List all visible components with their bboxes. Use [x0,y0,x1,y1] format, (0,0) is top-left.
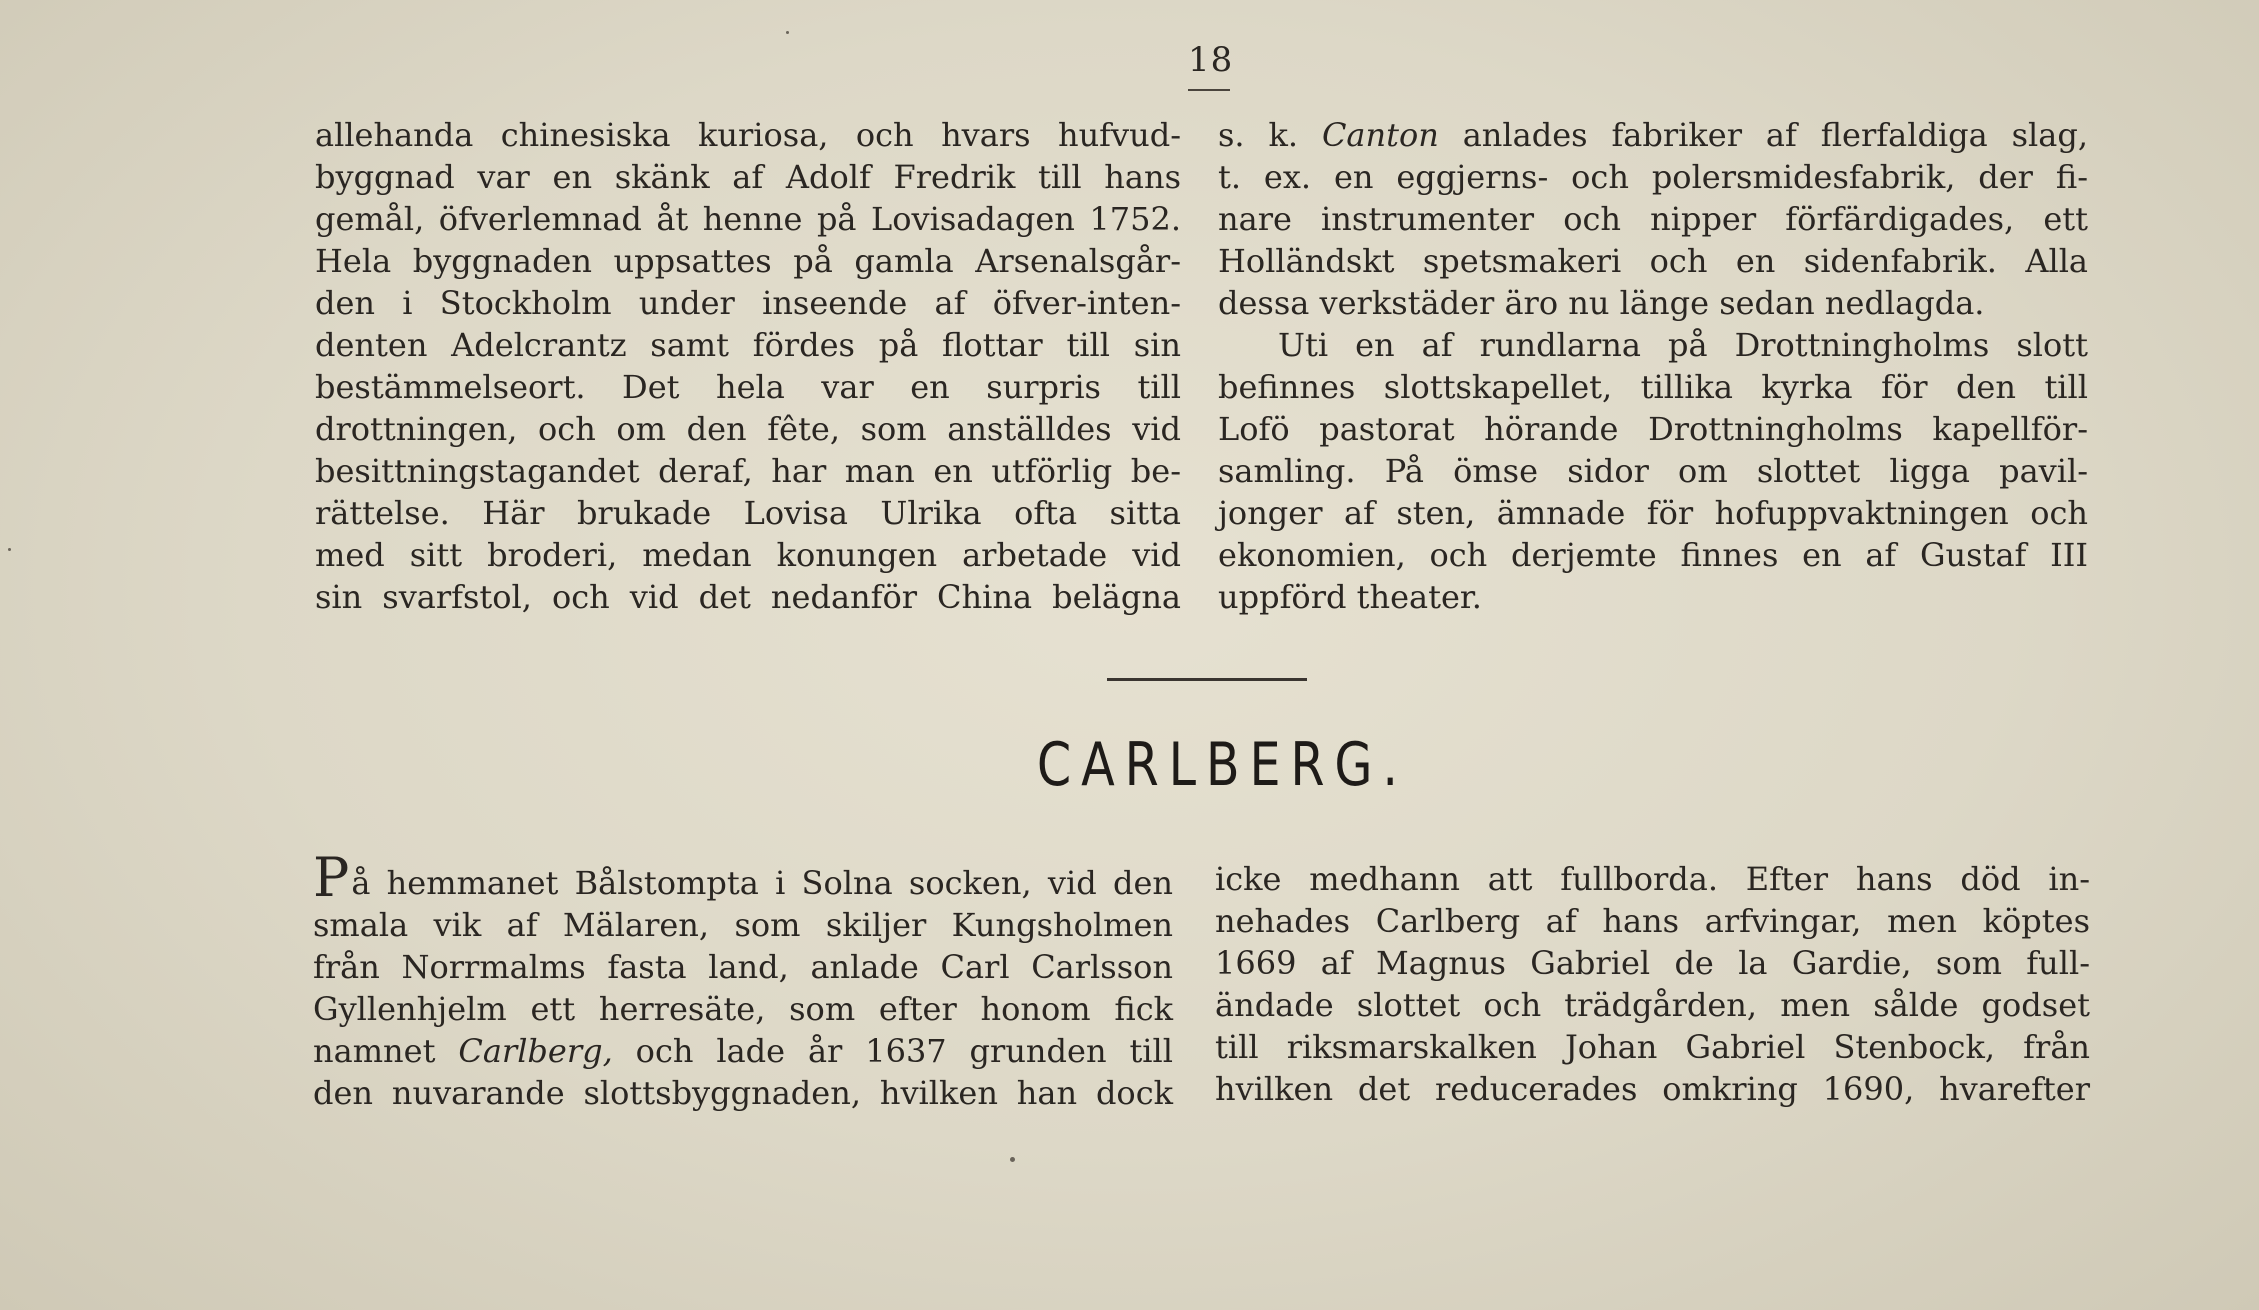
text-line: jonger af sten, ämnade för hofuppvaktningen och [1218,494,2088,532]
text-line: hvilken det reducerades omkring 1690, hvarefter [1215,1070,2090,1108]
text-line: nare instrumenter och nipper förfärdigades, ett [1218,200,2088,238]
section-divider [1107,678,1307,681]
text-line: den i Stockholm under inseende af öfver-inten- [315,284,1181,322]
text-line [313,1030,1173,1072]
text-fragment: namnet [313,1032,459,1070]
text-line: bestämmelseort. Det hela var en surpris till [315,368,1181,406]
paper-speck [8,548,11,551]
text-line: allehanda chinesiska kuriosa, och hvars hufvud- [315,116,1181,154]
text-line: smala vik af Mälaren, som skiljer Kungsholmen [313,906,1173,944]
text-line: Lofö pastorat hörande Drottningholms kapellför- [1218,410,2088,448]
text-line: med sitt broderi, medan konungen arbetade vid [315,536,1181,574]
text-line: uppförd theater. [1218,578,1482,616]
italic-word: Carlberg, [458,1032,613,1070]
drop-cap: P [313,846,350,909]
text-line: Holländskt spetsmakeri och en sidenfabrik. Alla [1218,242,2088,280]
text-fragment: s. k. [1218,116,1322,154]
text-line: den nuvarande slottsbyggnaden, hvilken han dock [313,1074,1173,1112]
text-line: befinnes slottskapellet, tillika kyrka för den till [1218,368,2088,406]
text-line: gemål, öfverlemnad åt henne på Lovisadagen 1752. [315,200,1181,238]
text-fragment: å hemmanet Bålstompta i Solna socken, vid den [351,864,1173,902]
text-line: icke medhann att fullborda. Efter hans död in- [1215,860,2090,898]
top-left-column [315,114,1181,618]
text-line: nehades Carlberg af hans arfvingar, men köptes [1215,902,2090,940]
text-line: ekonomien, och derjemte finnes en af Gustaf III [1218,536,2088,574]
text-line [313,846,1173,909]
text-line: Gyllenhjelm ett herresäte, som efter honom fick [313,990,1173,1028]
text-line: dessa verkstäder äro nu länge sedan nedlagda. [1218,284,1985,322]
page-number: 18 [1188,40,1234,80]
text-line [1218,114,2088,156]
section-heading: CARLBERG. [1036,730,1408,800]
text-line: samling. På ömse sidor om slottet ligga pavil- [1218,452,2088,490]
text-fragment: anlades fabriker af flerfaldiga slag, [1438,116,2089,154]
bottom-left-column [313,846,1174,1114]
page-number-rule [1188,89,1230,91]
text-line: besittningstagandet deraf, har man en utförlig be- [315,452,1181,490]
text-line: Hela byggnaden uppsattes på gamla Arsenalsgår- [315,242,1181,280]
text-line: drottningen, och om den fête, som anställdes vid [315,410,1181,448]
text-line: rättelse. Här brukade Lovisa Ulrika ofta sitta [315,494,1181,532]
text-fragment: och lade år 1637 grunden till [612,1032,1174,1070]
text-line: 1669 af Magnus Gabriel de la Gardie, som full- [1215,944,2090,982]
top-right-column [1218,114,2088,618]
text-line: från Norrmalms fasta land, anlade Carl Carlsson [313,948,1173,986]
text-line: ändade slottet och trädgården, men sålde godset [1215,986,2090,1024]
text-line: Uti en af rundlarna på Drottningholms slott [1278,326,2088,364]
text-line: till riksmarskalken Johan Gabriel Stenbock, från [1215,1028,2090,1066]
text-line: denten Adelcrantz samt fördes på flottar till sin [315,326,1181,364]
bottom-right-column [1215,858,2090,1110]
text-line: sin svarfstol, och vid det nedanför China belägna [315,578,1181,616]
paper-speck [786,31,789,34]
text-line: t. ex. en eggjerns- och polersmidesfabrik, der fi- [1218,158,2088,196]
text-line: byggnad var en skänk af Adolf Fredrik till hans [315,158,1181,196]
paper-speck [1010,1157,1015,1162]
italic-word: Canton [1321,116,1439,154]
